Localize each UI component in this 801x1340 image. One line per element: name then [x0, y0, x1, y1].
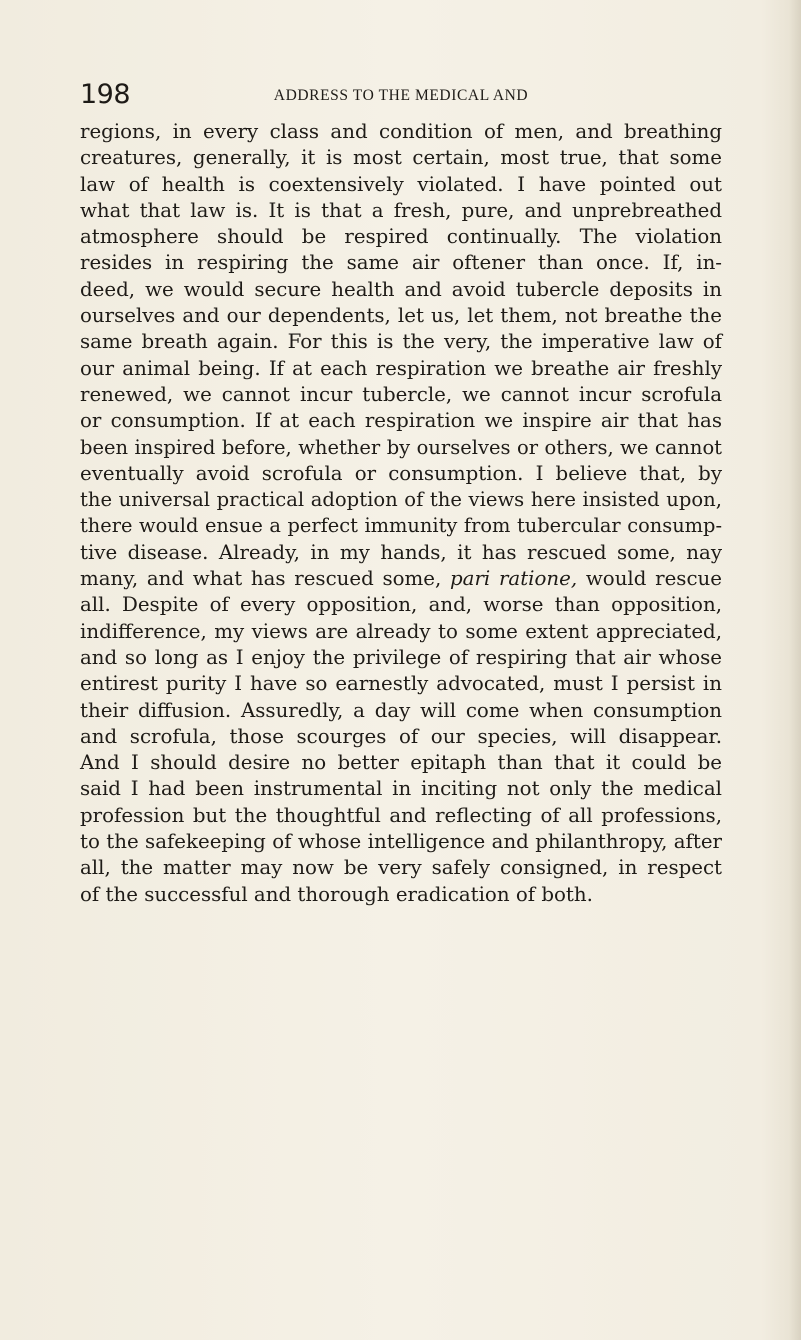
text-line: all. Despite of every opposition, and, worse than opposition,: [80, 593, 722, 617]
text-line: said I had been instrumental in inciting not only the medical: [80, 777, 722, 801]
text-line: entirest purity I have so earnestly advocated, must I persist in: [80, 672, 722, 696]
text-segment: many, and what has rescued some,: [80, 567, 451, 591]
text-line: our animal being. If at each respiration we breathe air freshly: [80, 356, 722, 380]
text-line: creatures, generally, it is most certain, most true, that some: [80, 146, 722, 170]
text-line: law of health is coextensively violated. I have pointed out: [80, 172, 722, 196]
text-line: atmosphere should be respired continually. The violation: [80, 225, 722, 249]
text-line: the universal practical adoption of the views here insisted upon,: [80, 488, 722, 512]
text-line: and scrofula, those scourges of our species, will disappear.: [80, 724, 722, 748]
text-line: what that law is. It is that a fresh, pure, and unprebreathed: [80, 198, 722, 222]
italic-phrase: pari ratione,: [450, 567, 578, 591]
text-line: tive disease. Already, in my hands, it has rescued some, nay: [80, 540, 722, 564]
page-header: [80, 80, 722, 110]
text-line: there would ensue a perfect immunity from tubercular consump-: [80, 514, 722, 538]
text-line: deed, we would secure health and avoid tubercle deposits in: [80, 277, 722, 301]
text-line: of the successful and thorough eradication of both.: [80, 882, 593, 906]
page-number: 198: [80, 79, 131, 110]
text-line: been inspired before, whether by ourselves or others, we cannot: [80, 435, 722, 459]
text-line: same breath again. For this is the very, the imperative law of: [80, 330, 722, 354]
text-line: to the safekeeping of whose intelligence and philanthropy, after: [80, 830, 722, 854]
text-line: And I should desire no better epitaph than that it could be: [80, 751, 722, 775]
body-text: [80, 119, 722, 908]
text-line: regions, in every class and condition of men, and breathing: [80, 120, 722, 143]
page-edge-shadow: [789, 0, 801, 1340]
text-segment: would rescue: [577, 567, 722, 591]
text-line: ourselves and our dependents, let us, let them, not breathe the: [80, 304, 722, 328]
text-line: their diffusion. Assuredly, a day will come when consumption: [80, 698, 722, 722]
text-line: renewed, we cannot incur tubercle, we cannot incur scrofula: [80, 382, 722, 406]
text-line: and so long as I enjoy the privilege of respiring that air whose: [80, 645, 722, 669]
text-line: indifference, my views are already to some extent appreciated,: [80, 619, 722, 643]
text-line: profession but the thoughtful and reflecting of all professions,: [80, 803, 722, 827]
text-line: [80, 566, 722, 592]
text-line: all, the matter may now be very safely consigned, in respect: [80, 856, 722, 880]
text-line: resides in respiring the same air oftener than once. If, in-: [80, 251, 722, 275]
text-line: or consumption. If at each respiration we inspire air that has: [80, 409, 722, 433]
running-title: ADDRESS TO THE MEDICAL AND: [273, 87, 529, 104]
text-line: eventually avoid scrofula or consumption. I believe that, by: [80, 461, 722, 485]
